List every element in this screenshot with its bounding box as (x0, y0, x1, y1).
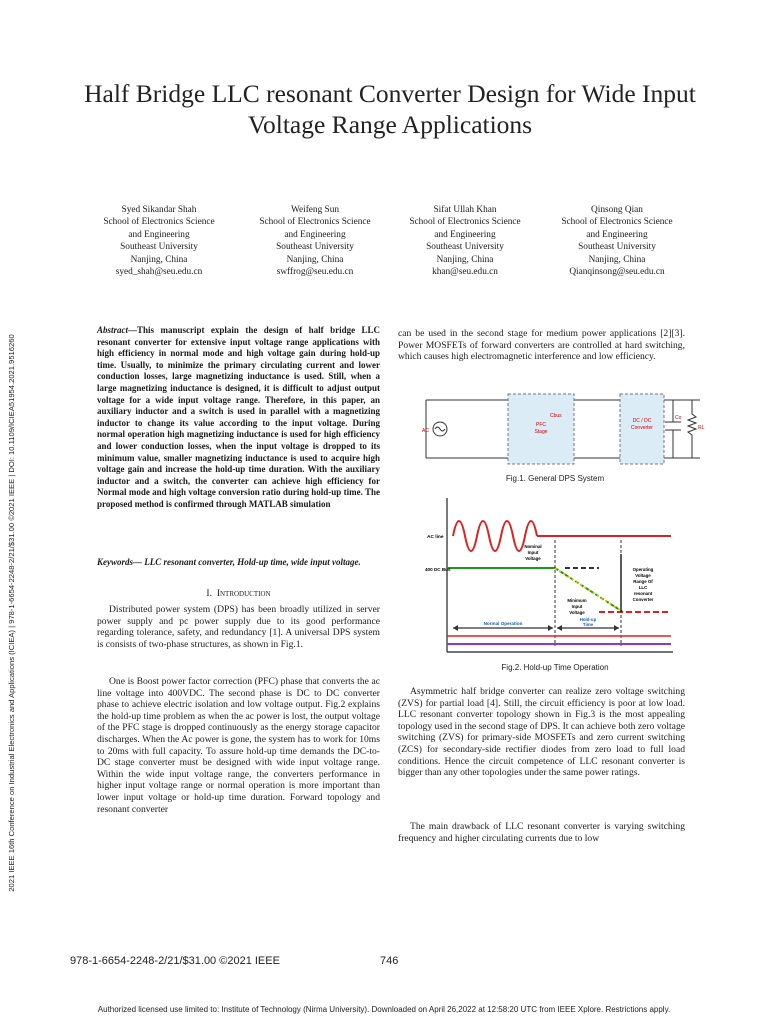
fig2-label-ac-line: AC line (427, 535, 444, 540)
body-paragraph: Asymmetric half bridge converter can realize zero voltage switching (ZVS) for partial load [4]. Still, the circuit efficiency is poor at low load. LLC resonant converter topology shown in Fig.3 is the most appealing topology used in the second stage of DPS. It can achieve both zero voltage switching (ZVS) for primary-side MOSFETs and zero current switching (ZCS) for secondary-side rectifier diodes from zero load to full load conditions. Hence the circuit competence of LLC resonant converter is bigger than any other topologies under the same power ratings. (398, 686, 685, 779)
author-email[interactable]: Qianqinsong@seu.edu.cn (569, 267, 665, 278)
author-city: Nanjing, China (436, 254, 494, 265)
author-affiliation: and Engineering (128, 229, 190, 240)
side-doi-strip (6, 258, 18, 968)
author-city: Nanjing, China (130, 254, 188, 265)
fig1-label-ac: AC (422, 428, 429, 434)
paper-title: Half Bridge LLC resonant Converter Design for Wide Input Voltage Range Applications (84, 79, 696, 139)
abstract-label: Abstract— (97, 325, 138, 335)
body-paragraph: Distributed power system (DPS) has been broadly utilized in server power supply and pc power supply due to its good performance regarding tolerance, safety, and redundancy [1]. A universal DPS system is consists of two-phase structures, as shown in Fig.1. (97, 604, 380, 650)
author-affiliation: School of Electronics Science (409, 217, 521, 228)
author-email[interactable]: swffrog@seu.edu.cn (276, 267, 354, 278)
fig1-label-converter: Converter (631, 425, 653, 431)
author-block-4 (542, 204, 692, 278)
fig1-label-co: Co (675, 415, 682, 421)
author-name: Sifat Ullah Khan (433, 205, 497, 215)
section-heading (97, 588, 380, 599)
author-city: Nanjing, China (588, 254, 646, 265)
fig1-label-pfc: PFC (536, 422, 546, 428)
author-affiliation: School of Electronics Science (259, 217, 371, 228)
body-paragraph: One is Boost power factor correction (PFC) phase that converts the ac line voltage into 400VDC. The second phase is DC to DC converter phase to achieve electric isolation and low voltage output. Fig.2 explains the hold-up time problem as when the ac power is lost, the output voltage of the PFC stage is dropped continuously as the energy storage capacitor discharges. When the Ac power is gone, the system has to work for 10ms to 20ms with full capacity. To assure hold-up time demands the DC-to-DC stage converter must be designed with wide input voltage range. Within the wide input voltage range, the converters performance in higher input voltage range or normal operation is more important than lower input voltage or hold-up time duration. Forward topology and resonant converter (97, 676, 380, 815)
authorized-use-notice: Authorized licensed use limited to: Institute of Technology (Nirma University). Downloaded on April 26,2022 at 12:58:20 UTC from IEEE Xplore. Restrictions apply. (97, 1005, 671, 1014)
fig2-holdup-diagram (425, 496, 677, 656)
author-email[interactable]: khan@seu.edu.cn (432, 267, 498, 278)
author-block-2 (240, 204, 390, 278)
keywords: Keywords— LLC resonant converter, Hold-up time, wide input voltage. (97, 557, 361, 567)
fig2-label-minimum-voltage: Voltage (569, 610, 585, 615)
author-name: Weifeng Sun (290, 205, 340, 215)
author-university: Southeast University (426, 242, 504, 253)
author-university: Southeast University (276, 242, 354, 253)
author-block-3 (390, 204, 540, 278)
author-affiliation: and Engineering (586, 229, 648, 240)
fig2-label-dc-bus: 400 DC Bus (425, 567, 451, 572)
author-affiliation: School of Electronics Science (561, 217, 673, 228)
author-university: Southeast University (578, 242, 656, 253)
fig1-dps-diagram (420, 388, 710, 468)
page-number: 746 (380, 955, 399, 967)
fig2-label-nominal: Nominal (524, 544, 542, 549)
fig2-label-operating-converter: Converter (632, 597, 654, 602)
fig2-label-normal-operation: Normal Operation (483, 621, 523, 626)
fig2-label-holdup: Hold-up (579, 617, 597, 622)
fig1-label-stage: Stage (534, 429, 548, 435)
author-name: Qinsong Qian (591, 205, 643, 215)
side-doi-text: 2021 IEEE 16th Conference on Industrial Electronics and Applications (ICIEA) | 978-1-6654-2248-2/21/$31.00 ©2021 IEEE | DOI: 10.1109/ICIEA51954.2021.9516260 (7, 334, 16, 892)
author-university: Southeast University (120, 242, 198, 253)
fig2-label-operating-range: Range Of (633, 579, 653, 584)
fig1-label-cbus: Cbus (550, 413, 562, 419)
fig1-caption: Fig.1. General DPS System (505, 474, 605, 483)
fig2-label-minimum: Minimum (567, 598, 587, 603)
section-number: I. (206, 588, 213, 599)
author-block-1 (84, 204, 234, 278)
author-affiliation: and Engineering (284, 229, 346, 240)
fig1-label-rl: RL (698, 425, 705, 431)
section-title: Introduction (216, 588, 271, 599)
fig2-label-minimum-input: Input (571, 604, 583, 609)
body-paragraph: can be used in the second stage for medium power applications [2][3]. Power MOSFETs of forward converters are controlled at hard switching, which causes high electromagnetic interference and low efficiency. (398, 328, 685, 363)
fig2-label-operating-resonant: resonant (633, 591, 653, 596)
author-affiliation: School of Electronics Science (103, 217, 215, 228)
fig2-label-nominal-input: Input (527, 550, 539, 555)
author-name: Syed Sikandar Shah (121, 205, 197, 215)
fig2-label-operating-llc: LLC (638, 585, 648, 590)
fig2-label-holdup-time: Time (582, 622, 594, 627)
fig1-label-dcdc: DC / DC (632, 418, 652, 424)
footer-copyright: 978-1-6654-2248-2/21/$31.00 ©2021 IEEE (70, 955, 280, 967)
fig2-label-operating: Operating (632, 567, 654, 572)
abstract-text: This manuscript explain the design of half bridge LLC resonant converter for extensive input voltage range applications with high efficiency in normal mode and high voltage gain during hold-up time. Usually, to minimize the primary circulating current and lower conduction losses, large magnetizing inductance is used. Still, when a large magnetizing inductance is designed, it is difficult to adjust output voltage for a wide input voltage range. Therefore, in this paper, an auxiliary inductor and a switch is used in parallel with a magnetizing inductor to change its value according to the input voltage. During normal operation high magnetizing inductance is used for high efficiency and lower conduction losses, when the input voltage is dropped to its minimum value, smaller magnetizing inductance is used to acquire high voltage gain and increase the hold-up time duration. With the auxiliary inductor and a switch, the converter can achieve high efficiency for Normal mode and high voltage conversion ratio during hold-up time. The proposed method is confirmed through MATLAB simulation (97, 325, 380, 509)
fig2-label-nominal-voltage: Voltage (525, 556, 541, 561)
fig2-caption: Fig.2. Hold-up Time Operation (501, 663, 609, 672)
author-city: Nanjing, China (286, 254, 344, 265)
abstract (97, 325, 380, 511)
body-paragraph: The main drawback of LLC resonant converter is varying switching frequency and higher circulating currents due to low (398, 821, 685, 844)
fig2-label-operating-voltage: Voltage (635, 573, 651, 578)
author-affiliation: and Engineering (434, 229, 496, 240)
author-email[interactable]: syed_shah@seu.edu.cn (115, 267, 203, 278)
